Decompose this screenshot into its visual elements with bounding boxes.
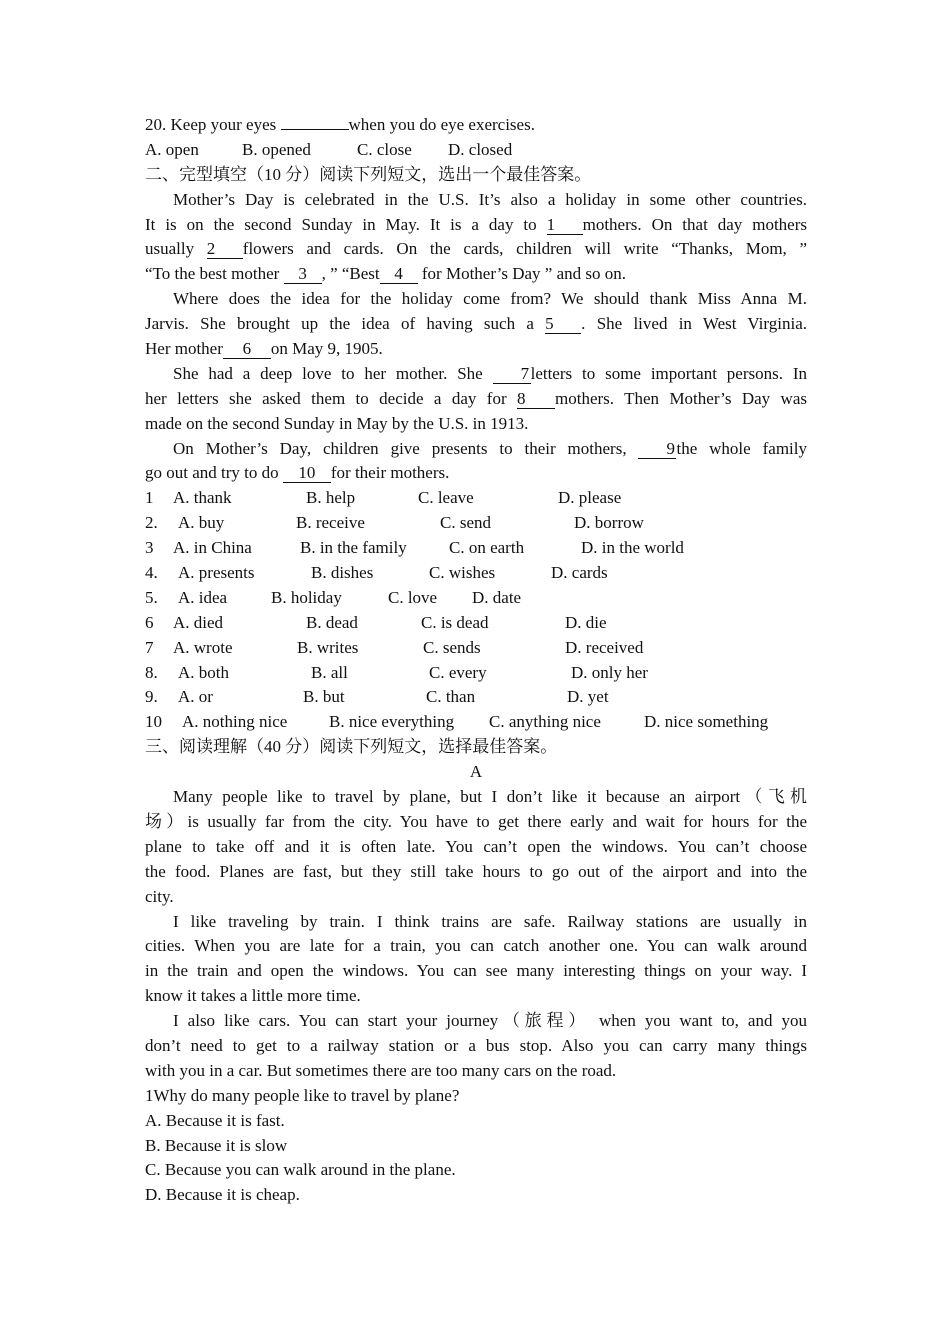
- option-d: D. nice something: [644, 712, 769, 732]
- cloze-paragraph-4-line-2: go out and try to do 10 for their mothers.: [145, 463, 450, 483]
- cloze-options-row-8: [145, 661, 807, 686]
- question-20-options: [145, 138, 807, 163]
- option-d: D. only her: [571, 662, 648, 682]
- option-number: 8.: [145, 662, 158, 682]
- cloze-options-row-5: [145, 586, 807, 611]
- exam-page: [145, 113, 807, 1208]
- reading-paragraph-2-line-2: cities. When you are late for a train, you can catch another one. You can walk around: [145, 936, 807, 956]
- option-a: A. died: [173, 612, 224, 632]
- cloze-options-row-9: [145, 685, 807, 710]
- cloze-options-row-10: [145, 710, 807, 735]
- cloze-paragraph-3-line-2: her letters she asked them to decide a day for 8 mothers. Then Mother’s Day was: [145, 388, 807, 408]
- cloze-blank-10: 10: [283, 463, 331, 483]
- reading-paragraph-1-line-2: 场）is usually far from the city. You have to get there early and wait for hours for the: [145, 811, 807, 831]
- option-d: D. please: [558, 488, 622, 508]
- option-number: 2.: [145, 513, 158, 533]
- cloze-options-row-1: [145, 486, 807, 511]
- option-b: B. holiday: [271, 587, 342, 607]
- cloze-blank-7: 7: [493, 364, 531, 384]
- reading-question-1-option-c: C. Because you can walk around in the plane.: [145, 1160, 456, 1180]
- option-d: D. received: [565, 637, 644, 657]
- reading-question-1-option-d: D. Because it is cheap.: [145, 1185, 300, 1205]
- reading-paragraph-3-line-2: don’t need to get to a railway station or a bus stop. Also you can carry many things: [145, 1035, 807, 1055]
- reading-question-1-option-a: A. Because it is fast.: [145, 1110, 285, 1130]
- option-a: A. wrote: [173, 637, 233, 657]
- option-a: A. presents: [178, 563, 255, 583]
- option-c: C. send: [440, 513, 491, 533]
- cloze-paragraph-2-line-1: Where does the idea for the holiday come from? We should thank Miss Anna M.: [173, 289, 807, 309]
- option-d: D. closed: [448, 139, 513, 159]
- option-number: 4.: [145, 563, 158, 583]
- reading-paragraph-3-line-1: I also like cars. You can start your journey（旅程） when you want to, and you: [173, 1011, 807, 1031]
- cloze-blank-3: 3: [284, 264, 322, 284]
- cloze-blank-1: 1: [547, 215, 583, 235]
- section-3-heading: 三、阅读理解（40 分）阅读下列短文，选择最佳答案。: [145, 737, 558, 757]
- option-number: 9.: [145, 687, 158, 707]
- option-d: D. date: [472, 587, 522, 607]
- cloze-paragraph-2-line-2: Jarvis. She brought up the idea of having such a 5 . She lived in West Virginia.: [145, 314, 807, 334]
- question-20-stem: 20. Keep your eyes when you do eye exercises.: [145, 115, 535, 134]
- cloze-paragraph-1-line-2: It is on the second Sunday in May. It is a day to 1 mothers. On that day mothers: [145, 214, 808, 234]
- option-b: B. but: [303, 687, 345, 707]
- cloze-blank-5: 5: [545, 314, 581, 334]
- reading-paragraph-2-line-1: I like traveling by train. I think trains are safe. Railway stations are usually in: [173, 911, 807, 931]
- option-d: D. yet: [567, 687, 609, 707]
- cloze-paragraph-4-line-1: On Mother’s Day, children give presents to their mothers, 9the whole family: [173, 438, 807, 458]
- option-b: B. all: [311, 662, 348, 682]
- reading-paragraph-3-line-3: with you in a car. But sometimes there are too many cars on the road.: [145, 1060, 617, 1080]
- option-b: B. dishes: [311, 563, 374, 583]
- cloze-blank-8: 8: [517, 389, 555, 409]
- cloze-options-row-7: [145, 636, 807, 661]
- reading-question-1-option-b: B. Because it is slow: [145, 1135, 288, 1155]
- option-c: C. leave: [418, 488, 474, 508]
- cloze-paragraph-1-line-3: usually 2 flowers and cards. On the cards, children will write “Thanks, Mom, ”: [145, 239, 808, 259]
- option-c: C. anything nice: [489, 712, 601, 732]
- option-a: A. idea: [178, 587, 228, 607]
- option-number: 1: [145, 488, 154, 508]
- option-b: B. dead: [306, 612, 358, 632]
- option-b: B. writes: [297, 637, 359, 657]
- option-c: C. wishes: [429, 563, 496, 583]
- option-c: C. sends: [423, 637, 481, 657]
- option-number: 3: [145, 538, 154, 558]
- option-d: D. die: [565, 612, 607, 632]
- cloze-blank-4: 4: [380, 264, 418, 284]
- option-c: C. every: [429, 662, 487, 682]
- option-a: A. in China: [173, 538, 252, 558]
- cloze-options-row-6: [145, 611, 807, 636]
- cloze-paragraph-2-line-3: Her mother 6 on May 9, 1905.: [145, 339, 383, 359]
- section-2-heading: 二、完型填空（10 分）阅读下列短文，选出一个最佳答案。: [145, 164, 592, 184]
- option-a: A. or: [178, 687, 213, 707]
- answer-blank: [281, 129, 349, 130]
- cloze-paragraph-3-line-3: made on the second Sunday in May by the U.S. in 1913.: [145, 413, 529, 433]
- cloze-paragraph-1-line-1: Mother’s Day is celebrated in the U.S. It’s also a holiday in some other countries.: [173, 189, 807, 209]
- option-a: A. thank: [173, 488, 232, 508]
- reading-paragraph-1-line-3: plane to take off and it is often late. You can’t open the windows. You can’t choose: [145, 836, 807, 856]
- reading-paragraph-2-line-3: in the train and open the windows. You can see many interesting things on your way. I: [145, 961, 807, 981]
- option-number: 10: [145, 712, 162, 732]
- option-a: A. buy: [178, 513, 225, 533]
- option-number: 7: [145, 637, 154, 657]
- option-c: C. on earth: [449, 538, 525, 558]
- option-a: A. both: [178, 662, 229, 682]
- option-c: C. close: [357, 139, 412, 159]
- option-d: D. borrow: [574, 513, 644, 533]
- cloze-blank-6: 6: [223, 339, 271, 359]
- cloze-options-row-2: [145, 511, 807, 536]
- cloze-blank-9: 9: [638, 439, 676, 459]
- option-number: 5.: [145, 587, 158, 607]
- option-b: B. nice everything: [329, 712, 455, 732]
- option-b: B. opened: [242, 139, 311, 159]
- option-a: A. open: [145, 139, 199, 159]
- cloze-options-row-3: [145, 536, 807, 561]
- option-c: C. love: [388, 587, 438, 607]
- reading-paragraph-2-line-4: know it takes a little more time.: [145, 986, 361, 1006]
- cloze-blank-2: 2: [207, 239, 243, 259]
- option-number: 6: [145, 612, 154, 632]
- option-b: B. help: [306, 488, 356, 508]
- option-b: B. receive: [296, 513, 365, 533]
- reading-paragraph-1-line-1: Many people like to travel by plane, but I don’t like it because an airport（飞机: [173, 787, 807, 807]
- reading-paragraph-1-line-5: city.: [145, 886, 174, 906]
- option-d: D. cards: [551, 563, 608, 583]
- option-a: A. nothing nice: [182, 712, 288, 732]
- reading-question-1-stem: 1Why do many people like to travel by plane?: [145, 1085, 460, 1105]
- cloze-paragraph-3-line-1: She had a deep love to her mother. She 7letters to some important persons. In: [173, 363, 807, 383]
- cloze-options-row-4: [145, 561, 807, 586]
- option-b: B. in the family: [300, 538, 407, 558]
- reading-paragraph-1-line-4: the food. Planes are fast, but they still take hours to go out of the airport and into the: [145, 861, 807, 881]
- option-c: C. is dead: [421, 612, 489, 632]
- passage-label: A: [469, 762, 483, 782]
- cloze-paragraph-1-line-4: “To the best mother 3 , ” “Best 4 for Mother’s Day ” and so on.: [145, 264, 627, 284]
- option-d: D. in the world: [581, 538, 684, 558]
- option-c: C. than: [426, 687, 476, 707]
